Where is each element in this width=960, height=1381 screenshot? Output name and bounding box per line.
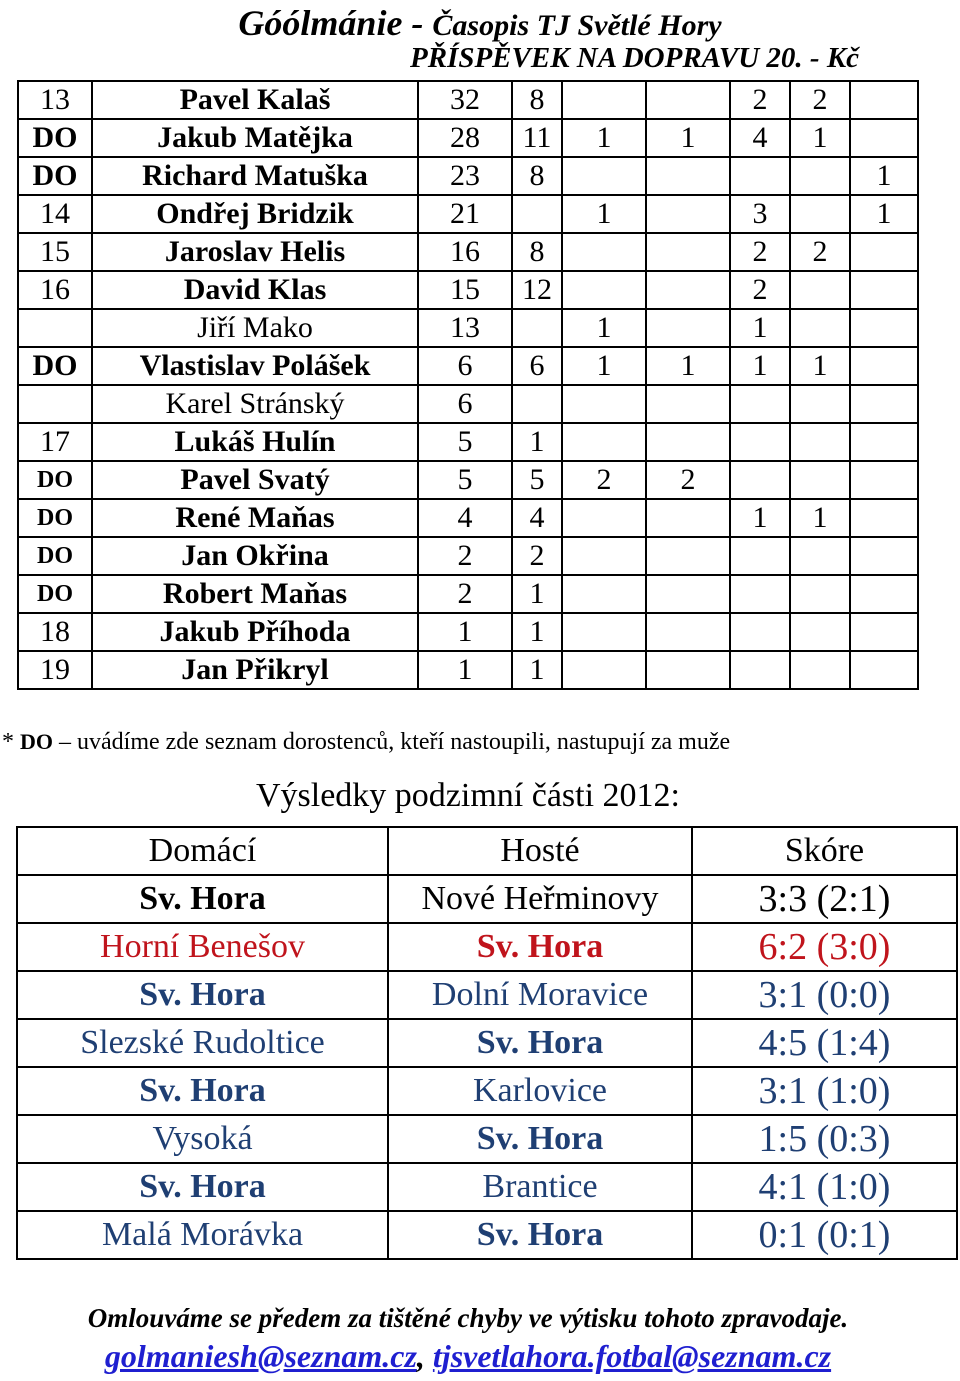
home-team: Horní Benešov: [17, 923, 388, 971]
stat-cell: 2: [418, 537, 512, 575]
page-title-sub: Časopis TJ Světlé Hory: [432, 9, 722, 42]
stat-cell: [562, 537, 646, 575]
stat-cell: 5: [418, 423, 512, 461]
away-team: Karlovice: [388, 1067, 692, 1115]
stat-cell: [850, 575, 918, 613]
stat-cell: 8: [512, 233, 562, 271]
player-code: 16: [18, 271, 92, 309]
stat-cell: 2: [562, 461, 646, 499]
player-code: 15: [18, 233, 92, 271]
player-name: Ondřej Bridzik: [92, 195, 418, 233]
stat-cell: [790, 423, 850, 461]
stat-cell: 2: [730, 271, 790, 309]
stat-cell: [790, 271, 850, 309]
player-code: 17: [18, 423, 92, 461]
stat-cell: 4: [730, 119, 790, 157]
match-score: 1:5 (0:3): [692, 1115, 957, 1163]
result-row: [17, 1115, 957, 1163]
stat-cell: [850, 233, 918, 271]
player-code: DO: [18, 157, 92, 195]
match-score: 6:2 (3:0): [692, 923, 957, 971]
stats-row: [18, 271, 918, 309]
home-team: Slezské Rudoltice: [17, 1019, 388, 1067]
stat-cell: [850, 613, 918, 651]
stats-row: [18, 309, 918, 347]
page-title: Góólmánie -: [238, 3, 433, 43]
stat-cell: [646, 613, 730, 651]
player-code: 19: [18, 651, 92, 689]
stat-cell: 4: [418, 499, 512, 537]
email-link-1[interactable]: golmaniesh@seznam.cz: [104, 1338, 417, 1374]
stats-row: [18, 461, 918, 499]
stat-cell: 2: [730, 81, 790, 119]
stat-cell: [646, 423, 730, 461]
player-name: Vlastislav Polášek: [92, 347, 418, 385]
result-row: [17, 971, 957, 1019]
match-score: 3:3 (2:1): [692, 875, 957, 923]
stat-cell: [790, 537, 850, 575]
stat-cell: 1: [730, 309, 790, 347]
stat-cell: [562, 81, 646, 119]
stats-row: [18, 575, 918, 613]
stat-cell: 2: [730, 233, 790, 271]
stat-cell: [562, 271, 646, 309]
stat-cell: [646, 309, 730, 347]
stat-cell: 13: [418, 309, 512, 347]
stat-cell: [790, 385, 850, 423]
stat-cell: 2: [646, 461, 730, 499]
stats-row: [18, 233, 918, 271]
stats-row: [18, 195, 918, 233]
footer-contacts: [0, 1338, 936, 1375]
stat-cell: [850, 499, 918, 537]
stat-cell: [646, 499, 730, 537]
player-name: Robert Maňas: [92, 575, 418, 613]
player-name: Jan Přikryl: [92, 651, 418, 689]
page-subtitle: PŘÍSPĚVEK NA DOPRAVU 20. - Kč: [410, 42, 860, 74]
footer-apology: Omlouváme se předem za tištěné chyby ve výtisku tohoto zpravodaje.: [87, 1303, 849, 1333]
stat-cell: [790, 461, 850, 499]
stat-cell: [562, 423, 646, 461]
stats-row: [18, 423, 918, 461]
stat-cell: 1: [850, 157, 918, 195]
header-score: Skóre: [692, 827, 957, 875]
stat-cell: [562, 613, 646, 651]
stat-cell: [646, 271, 730, 309]
match-score: 0:1 (0:1): [692, 1211, 957, 1259]
stat-cell: [790, 613, 850, 651]
away-team: Sv. Hora: [388, 1211, 692, 1259]
home-team: Sv. Hora: [17, 971, 388, 1019]
stat-cell: 6: [418, 347, 512, 385]
stat-cell: [730, 385, 790, 423]
stat-cell: [512, 195, 562, 233]
player-code: DO: [18, 499, 92, 537]
stat-cell: [562, 385, 646, 423]
stat-cell: [850, 461, 918, 499]
player-name: Lukáš Hulín: [92, 423, 418, 461]
stat-cell: [562, 157, 646, 195]
stat-cell: [730, 651, 790, 689]
stat-cell: 1: [790, 347, 850, 385]
stat-cell: 1: [850, 195, 918, 233]
stat-cell: [790, 651, 850, 689]
stat-cell: [646, 575, 730, 613]
home-team: Malá Morávka: [17, 1211, 388, 1259]
stats-row: [18, 81, 918, 119]
stat-cell: [562, 233, 646, 271]
results-header-row: [17, 827, 957, 875]
stat-cell: [646, 537, 730, 575]
stats-row: [18, 537, 918, 575]
header-away: Hosté: [388, 827, 692, 875]
player-code: DO: [18, 575, 92, 613]
player-name: Pavel Kalaš: [92, 81, 418, 119]
player-code: DO: [18, 119, 92, 157]
stat-cell: 1: [562, 309, 646, 347]
away-team: Sv. Hora: [388, 923, 692, 971]
player-code: [18, 309, 92, 347]
results-table: [16, 826, 958, 1260]
stat-cell: 1: [730, 347, 790, 385]
stat-cell: 8: [512, 81, 562, 119]
stat-cell: [790, 575, 850, 613]
stat-cell: [850, 309, 918, 347]
player-code: DO: [18, 347, 92, 385]
home-team: Sv. Hora: [17, 875, 388, 923]
header-home: Domácí: [17, 827, 388, 875]
stat-cell: [790, 195, 850, 233]
result-row: [17, 1163, 957, 1211]
player-name: Jiří Mako: [92, 309, 418, 347]
footnote-star: *: [2, 729, 20, 755]
home-team: Sv. Hora: [17, 1163, 388, 1211]
home-team: Vysoká: [17, 1115, 388, 1163]
result-row: [17, 875, 957, 923]
stat-cell: 32: [418, 81, 512, 119]
player-name: Karel Stránský: [92, 385, 418, 423]
player-name: Jakub Příhoda: [92, 613, 418, 651]
player-code: [18, 385, 92, 423]
away-team: Dolní Moravice: [388, 971, 692, 1019]
stat-cell: 1: [730, 499, 790, 537]
stat-cell: [850, 347, 918, 385]
results-title: Výsledky podzimní části 2012:: [255, 777, 680, 814]
stats-row: [18, 119, 918, 157]
stat-cell: [730, 613, 790, 651]
stat-cell: 1: [512, 575, 562, 613]
stat-cell: [850, 119, 918, 157]
stat-cell: 1: [562, 347, 646, 385]
stat-cell: [850, 423, 918, 461]
stat-cell: 12: [512, 271, 562, 309]
stat-cell: 5: [418, 461, 512, 499]
result-row: [17, 1019, 957, 1067]
stat-cell: [850, 651, 918, 689]
stat-cell: [730, 575, 790, 613]
stat-cell: 6: [512, 347, 562, 385]
footnote-do-mark: DO: [20, 729, 53, 754]
player-name: Pavel Svatý: [92, 461, 418, 499]
player-code: DO: [18, 537, 92, 575]
away-team: Sv. Hora: [388, 1019, 692, 1067]
stat-cell: [562, 575, 646, 613]
stat-cell: 1: [418, 651, 512, 689]
stat-cell: 1: [512, 613, 562, 651]
email-separator: ,: [416, 1338, 433, 1374]
player-code: 13: [18, 81, 92, 119]
home-team: Sv. Hora: [17, 1067, 388, 1115]
stat-cell: 1: [512, 651, 562, 689]
stat-cell: 1: [562, 195, 646, 233]
away-team: Brantice: [388, 1163, 692, 1211]
stat-cell: 2: [418, 575, 512, 613]
player-name: David Klas: [92, 271, 418, 309]
stat-cell: 2: [790, 233, 850, 271]
stat-cell: [790, 157, 850, 195]
player-name: René Maňas: [92, 499, 418, 537]
stat-cell: [562, 651, 646, 689]
stat-cell: 2: [512, 537, 562, 575]
stat-cell: 21: [418, 195, 512, 233]
stat-cell: 1: [512, 423, 562, 461]
stat-cell: [646, 157, 730, 195]
stat-cell: [646, 195, 730, 233]
match-score: 3:1 (0:0): [692, 971, 957, 1019]
stat-cell: [730, 461, 790, 499]
stat-cell: [646, 233, 730, 271]
player-name: Jan Okřina: [92, 537, 418, 575]
stat-cell: [730, 423, 790, 461]
player-name: Jakub Matějka: [92, 119, 418, 157]
match-score: 3:1 (1:0): [692, 1067, 957, 1115]
stat-cell: 5: [512, 461, 562, 499]
result-row: [17, 923, 957, 971]
stats-row: [18, 499, 918, 537]
player-code: 14: [18, 195, 92, 233]
stat-cell: 2: [790, 81, 850, 119]
stat-cell: 3: [730, 195, 790, 233]
stat-cell: 1: [418, 613, 512, 651]
stat-cell: [512, 309, 562, 347]
footnote-text: – uvádíme zde seznam dorostenců, kteří nastoupili, nastupují za muže: [53, 729, 731, 755]
stat-cell: 6: [418, 385, 512, 423]
stat-cell: [646, 651, 730, 689]
stat-cell: [850, 81, 918, 119]
stat-cell: [646, 385, 730, 423]
away-team: Nové Heřminovy: [388, 875, 692, 923]
stat-cell: 1: [646, 347, 730, 385]
stat-cell: [790, 309, 850, 347]
do-footnote: [2, 729, 730, 756]
player-code: 18: [18, 613, 92, 651]
stat-cell: 8: [512, 157, 562, 195]
stat-cell: [850, 271, 918, 309]
player-code: DO: [18, 461, 92, 499]
stat-cell: 1: [646, 119, 730, 157]
stats-row: [18, 347, 918, 385]
page-header: [0, 2, 960, 44]
stat-cell: [646, 81, 730, 119]
stat-cell: 1: [562, 119, 646, 157]
stat-cell: 1: [790, 119, 850, 157]
stat-cell: [730, 157, 790, 195]
stats-row: [18, 651, 918, 689]
stat-cell: [850, 385, 918, 423]
email-link-2[interactable]: tjsvetlahora.fotbal@seznam.cz: [432, 1338, 832, 1374]
away-team: Sv. Hora: [388, 1115, 692, 1163]
stat-cell: [562, 499, 646, 537]
stat-cell: 11: [512, 119, 562, 157]
stats-row: [18, 157, 918, 195]
stat-cell: 16: [418, 233, 512, 271]
match-score: 4:1 (1:0): [692, 1163, 957, 1211]
player-name: Richard Matuška: [92, 157, 418, 195]
result-row: [17, 1067, 957, 1115]
stat-cell: [850, 537, 918, 575]
stat-cell: 1: [790, 499, 850, 537]
match-score: 4:5 (1:4): [692, 1019, 957, 1067]
stat-cell: [512, 385, 562, 423]
stat-cell: 28: [418, 119, 512, 157]
stat-cell: 23: [418, 157, 512, 195]
stat-cell: [730, 537, 790, 575]
stat-cell: 15: [418, 271, 512, 309]
player-stats-table: [17, 80, 919, 690]
stats-row: [18, 613, 918, 651]
result-row: [17, 1211, 957, 1259]
stats-row: [18, 385, 918, 423]
stat-cell: 4: [512, 499, 562, 537]
player-name: Jaroslav Helis: [92, 233, 418, 271]
